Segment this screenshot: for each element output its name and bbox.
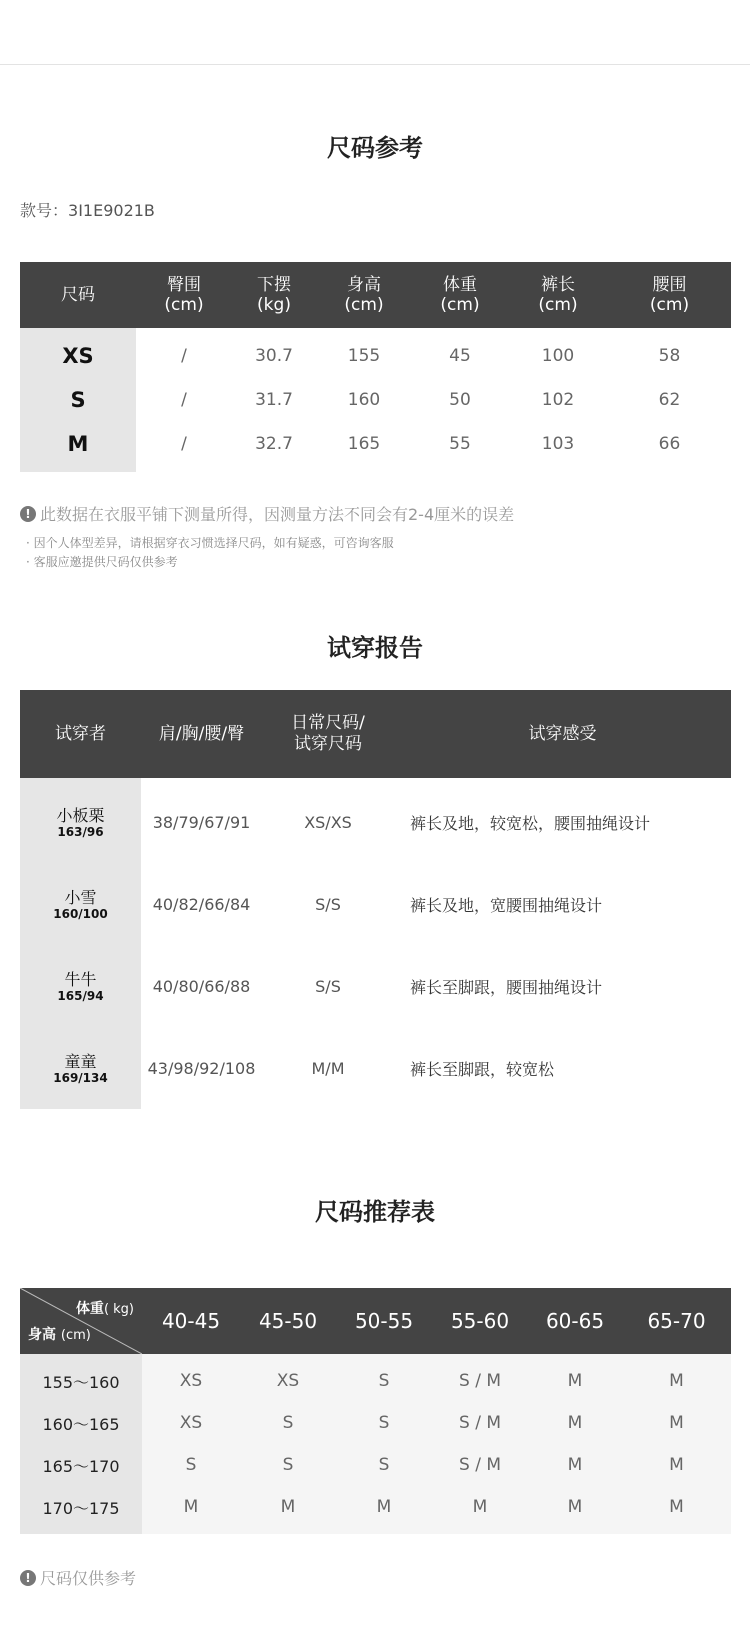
weight-range-header: 65-70 xyxy=(622,1288,731,1354)
recommended-size: XS xyxy=(142,1402,240,1444)
tester-sizes: M/M xyxy=(311,1058,345,1078)
recommended-size: M xyxy=(622,1402,731,1444)
recommendation-row xyxy=(20,1486,731,1534)
recommended-size: M xyxy=(432,1486,528,1534)
recommended-size: M xyxy=(528,1402,622,1444)
fit-header-cell: 日常尺码/ 试穿尺码 xyxy=(262,690,394,778)
size-header-cell: 臀围 (cm) xyxy=(136,262,232,328)
recommended-size: S xyxy=(240,1444,336,1486)
recommended-size: S xyxy=(336,1444,432,1486)
recommended-size: M xyxy=(622,1486,731,1534)
tester-name: 童童 xyxy=(64,1051,97,1071)
recommendation-row xyxy=(20,1444,731,1486)
tester-sizes: S/S xyxy=(315,976,341,996)
size-value: 102 xyxy=(541,390,575,410)
recommended-size: S xyxy=(142,1444,240,1486)
size-value: 160 xyxy=(347,390,381,410)
size-header-cell: 裤长 (cm) xyxy=(508,262,608,328)
recommended-size: M xyxy=(336,1486,432,1534)
height-range-label: 170～175 xyxy=(20,1486,142,1534)
size-value: 58 xyxy=(658,346,681,366)
recommendation-row xyxy=(20,1402,731,1444)
weight-range-header: 50-55 xyxy=(336,1288,432,1354)
tester-stats: 163/96 xyxy=(57,824,104,839)
height-axis-label: 身高 (cm) xyxy=(28,1327,91,1343)
size-value: 155 xyxy=(347,346,381,366)
recommended-size: M xyxy=(528,1354,622,1402)
size-value: 30.7 xyxy=(255,346,293,366)
size-header-cell: 体重 (cm) xyxy=(412,262,508,328)
weight-range-header: 40-45 xyxy=(142,1288,240,1354)
fitting-table xyxy=(20,690,731,1109)
exclamation-circle-icon: ! xyxy=(20,506,36,522)
size-value: / xyxy=(181,434,187,454)
weight-range-header: 60-65 xyxy=(528,1288,622,1354)
size-row xyxy=(20,422,731,472)
tester-cell xyxy=(20,778,141,863)
tester-feedback: 裤长至脚跟，腰围抽绳设计 xyxy=(410,977,603,997)
tester-measurements: 38/79/67/91 xyxy=(152,812,251,832)
size-value: 103 xyxy=(541,434,575,454)
size-label: XS xyxy=(20,328,136,378)
size-value: 62 xyxy=(658,390,681,410)
recommended-size: M xyxy=(622,1354,731,1402)
tester-name: 小板栗 xyxy=(56,805,105,825)
fit-row xyxy=(20,863,731,945)
weight-range-header: 55-60 xyxy=(432,1288,528,1354)
size-table xyxy=(20,262,731,472)
size-value: 100 xyxy=(541,346,575,366)
recommended-size: M xyxy=(528,1486,622,1534)
size-header-cell: 身高 (cm) xyxy=(316,262,412,328)
size-value: 50 xyxy=(449,390,471,410)
tip-1: · 因个人体型差异，请根据穿衣习惯选择尺码，如有疑惑，可咨询客服 xyxy=(26,536,394,550)
tester-cell xyxy=(20,1027,141,1109)
recommended-size: XS xyxy=(142,1354,240,1402)
recommended-size: S / M xyxy=(432,1444,528,1486)
tester-stats: 160/100 xyxy=(53,906,108,921)
tester-sizes: S/S xyxy=(315,894,341,914)
fitting-report-title: 试穿报告 xyxy=(327,634,423,662)
tester-stats: 169/134 xyxy=(53,1070,108,1085)
size-value: 32.7 xyxy=(255,434,293,454)
corner-header xyxy=(20,1288,142,1354)
fit-header-cell: 试穿者 xyxy=(20,690,141,778)
weight-range-header: 45-50 xyxy=(240,1288,336,1354)
recommended-size: M xyxy=(528,1444,622,1486)
recommended-size: M xyxy=(622,1444,731,1486)
size-row xyxy=(20,378,731,422)
size-value: 31.7 xyxy=(255,390,293,410)
size-label: M xyxy=(20,422,136,472)
recommended-size: S / M xyxy=(432,1354,528,1402)
height-range-label: 165～170 xyxy=(20,1444,142,1486)
weight-axis-label: 体重( kg) xyxy=(75,1301,134,1317)
model-number: 款号：3I1E9021B xyxy=(20,201,155,220)
size-value: 45 xyxy=(449,346,471,366)
recommended-size: XS xyxy=(240,1354,336,1402)
size-header-cell: 尺码 xyxy=(20,262,136,328)
tester-cell xyxy=(20,945,141,1027)
recommended-size: S xyxy=(336,1354,432,1402)
top-divider xyxy=(0,64,750,65)
tester-cell xyxy=(20,863,141,945)
tester-feedback: 裤长及地，较宽松，腰围抽绳设计 xyxy=(410,813,651,833)
recommendation-row xyxy=(20,1354,731,1402)
exclamation-circle-icon: ! xyxy=(20,1570,36,1586)
recommended-size: S xyxy=(336,1402,432,1444)
size-reference-title: 尺码参考 xyxy=(327,134,423,162)
size-value: 66 xyxy=(658,434,681,454)
size-value: 55 xyxy=(449,434,471,454)
tester-measurements: 40/82/66/84 xyxy=(152,894,251,914)
height-range-label: 160～165 xyxy=(20,1402,142,1444)
recommended-size: S / M xyxy=(432,1402,528,1444)
size-value: / xyxy=(181,390,187,410)
tester-name: 小雪 xyxy=(64,887,97,907)
fit-row xyxy=(20,1027,731,1109)
tester-sizes: XS/XS xyxy=(304,812,352,832)
size-row xyxy=(20,328,731,378)
tester-feedback: 裤长至脚跟，较宽松 xyxy=(410,1059,555,1079)
fit-header-cell: 试穿感受 xyxy=(394,690,731,778)
size-header-cell: 腰围 (cm) xyxy=(608,262,731,328)
size-label: S xyxy=(20,378,136,422)
recommendation-table xyxy=(20,1288,731,1534)
tip-2: · 客服应邀提供尺码仅供参考 xyxy=(26,555,178,569)
fit-row xyxy=(20,778,731,863)
tester-feedback: 裤长及地，宽腰围抽绳设计 xyxy=(410,895,603,915)
fit-row xyxy=(20,945,731,1027)
fit-header-cell: 肩/胸/腰/臀 xyxy=(141,690,262,778)
tester-measurements: 40/80/66/88 xyxy=(152,976,251,996)
recommended-size: M xyxy=(142,1486,240,1534)
size-value: / xyxy=(181,346,187,366)
height-range-label: 155～160 xyxy=(20,1354,142,1402)
tester-name: 牛牛 xyxy=(64,969,97,989)
recommendation-notice: ! 尺码仅供参考 xyxy=(20,1566,136,1589)
size-header-cell: 下摆 (kg) xyxy=(232,262,316,328)
recommended-size: S xyxy=(240,1402,336,1444)
size-value: 165 xyxy=(347,434,381,454)
tester-stats: 165/94 xyxy=(57,988,104,1003)
tester-measurements: 43/98/92/108 xyxy=(147,1058,256,1078)
measurement-notice: ! 此数据在衣服平铺下测量所得，因测量方法不同会有2-4厘米的误差 xyxy=(20,502,514,525)
size-recommendation-title: 尺码推荐表 xyxy=(315,1198,435,1226)
recommended-size: M xyxy=(240,1486,336,1534)
